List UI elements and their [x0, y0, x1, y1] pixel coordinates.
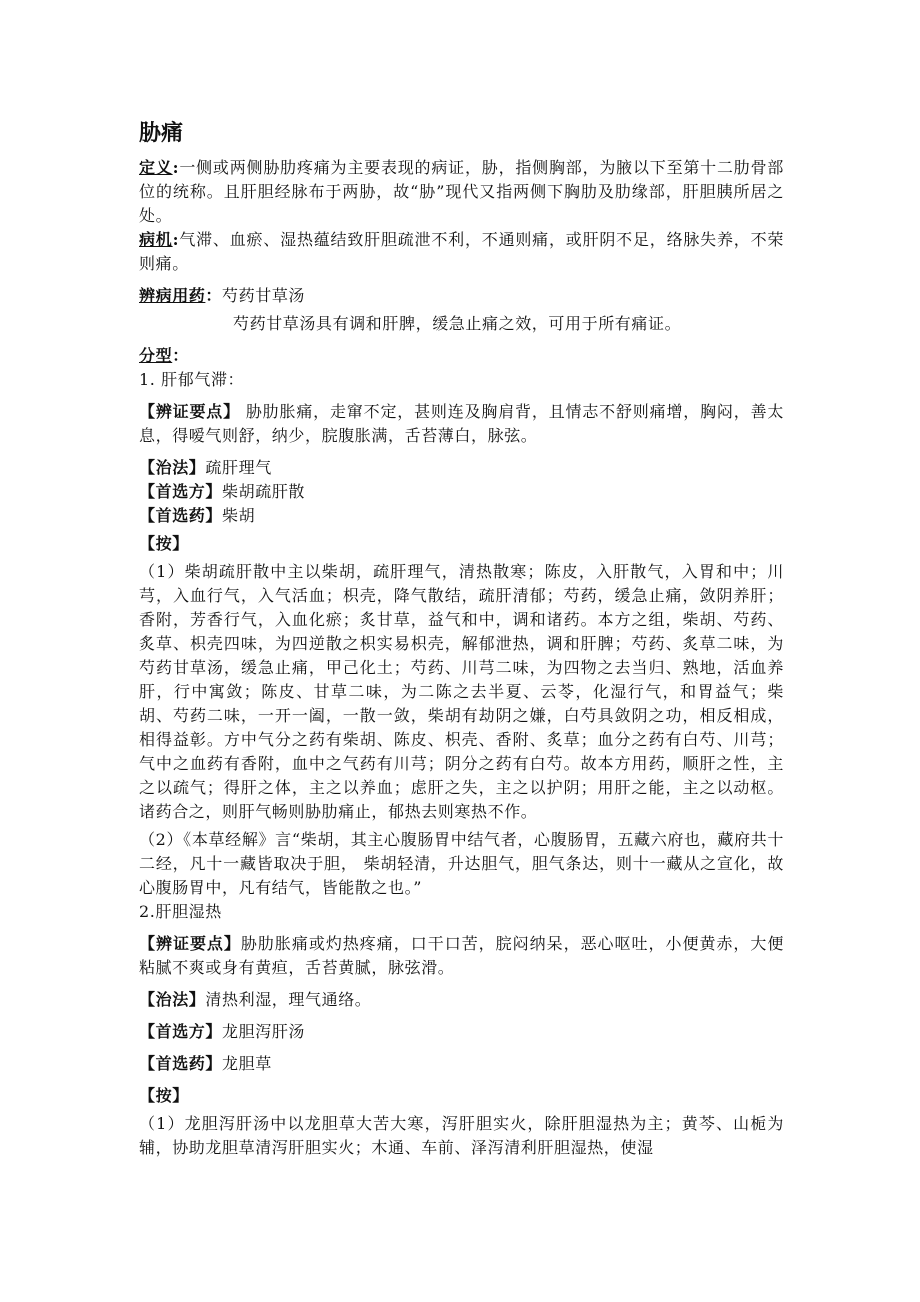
type1-key-points	[139, 400, 784, 448]
document-content	[139, 118, 784, 1160]
type1-herb: 【首选药】柴胡	[139, 506, 256, 525]
types-label: 分型	[139, 346, 173, 365]
type2-method: 【治法】清热利湿，理气通络。	[139, 990, 372, 1009]
pathogenesis-text: 气滞、血瘀、湿热蕴结致肝胆疏泄不利，不通则痛，或肝阴不足，络脉失养，不荣则痛。	[139, 230, 784, 273]
pathogenesis-label: 病机	[139, 230, 173, 249]
medication-note: 芍药甘草汤具有调和肝脾，缓急止痛之效，可用于所有痛证。	[233, 314, 682, 333]
definition-label: 定义	[139, 158, 173, 177]
type1-prescription: 【首选方】柴胡疏肝散	[139, 482, 306, 501]
medication-paragraph: 辨病用药：芍药甘草汤	[139, 286, 306, 305]
type1-note-1: （1）柴胡疏肝散中主以柴胡，疏肝理气，清热散寒；陈皮，入肝散气，入胃和中；川芎，入血行气，入气活血；枳壳，降气散结，疏肝清郁；芍药，缓急止痛，敛阴养肝；香附，芳香行气，入血化瘀；炙甘草，益气和中，调和诸药。本方之组，柴胡、芍药、炙草、枳壳四味，为四逆散之枳实易枳壳，解郁泄热，调和肝脾；芍药、炙草二味，为芍药甘草汤，缓急止痛，甲己化土；芍药、川芎二味，为四物之去当归、熟地，活血养肝，行中寓敛；陈皮、甘草二味，为二陈之去半夏、云苓，化湿行气，和胃益气；柴胡、芍药二味，一开一阖，一散一敛，柴胡有劫阴之嫌，白芍具敛阴之功，相反相成，相得益彰。方中气分之药有柴胡、陈皮、枳壳、香附、炙草；血分之药有白芍、川芎；气中之血药有香附，血中之气药有川芎；阴分之药有白芍。故本方用药，顺肝之性，主之以疏气；得肝之体，主之以养血；虑肝之失，主之以护阴；用肝之能，主之以动枢。诸药合之，则肝气畅则胁肋痛止，郁热去则寒热不作。	[139, 562, 784, 821]
types-heading: 分型：	[139, 346, 189, 365]
type1-note-2: （2）《本草经解》言“柴胡，其主心腹肠胃中结气者，心腹肠胃，五藏六府也，藏府共十二经，凡十一藏皆取决于胆， 柴胡轻清，升达胆气，胆气条达，则十一藏从之宣化，故心腹肠胃中，凡有结气，皆能散之也。”	[139, 830, 784, 897]
page-title: 胁痛	[139, 121, 184, 146]
medication-label: 辨病用药	[139, 286, 206, 305]
type2-herb: 【首选药】龙胆草	[139, 1054, 272, 1073]
type1-method: 【治法】疏肝理气	[139, 458, 272, 477]
type1-key-label: 【辨证要点】	[139, 402, 240, 421]
type1-note-label: 【按】	[139, 534, 189, 553]
type2-note-1: （1）龙胆泻肝汤中以龙胆草大苦大寒，泻肝胆实火，除肝胆湿热为主；黄芩、山栀为辅，协助龙胆草清泻肝胆实火；木通、车前、泽泻清利肝胆湿热，使湿	[139, 1114, 784, 1157]
definition-text: 一侧或两侧胁肋疼痛为主要表现的病证，胁，指侧胸部，为腋以下至第十二肋骨部位的统称。且肝胆经脉布于两胁，故“胁”现代又指两侧下胸肋及肋缘部，肝胆胰所居之处。	[139, 158, 784, 225]
medication-formula: 芍药甘草汤	[222, 286, 306, 305]
pathogenesis-paragraph: 病机:气滞、血瘀、湿热蕴结致肝胆疏泄不利，不通则痛，或肝阴不足，络脉失养，不荣则痛。	[139, 230, 784, 273]
type2-note-label: 【按】	[139, 1086, 189, 1105]
type2-heading: 2.肝胆湿热	[139, 902, 222, 921]
type1-key-text: 胁肋胀痛，走窜不定，甚则连及胸肩背，且情志不舒则痛增，胸闷，善太息，得嗳气则舒，纳少，脘腹胀满，舌苔薄白，脉弦。	[139, 402, 784, 445]
definition-paragraph: 定义:一侧或两侧胁肋疼痛为主要表现的病证，胁，指侧胸部，为腋以下至第十二肋骨部位的统称。且肝胆经脉布于两胁，故“胁”现代又指两侧下胸肋及肋缘部，肝胆胰所居之处。	[139, 158, 784, 225]
type2-key-points: 【辨证要点】胁肋胀痛或灼热疼痛，口干口苦，脘闷纳呆，恶心呕吐，小便黄赤，大便粘腻不爽或身有黄疸，舌苔黄腻，脉弦滑。	[139, 934, 784, 977]
type1-heading: 1. 肝郁气滞：	[139, 370, 245, 389]
type2-prescription: 【首选方】龙胆泻肝汤	[139, 1022, 306, 1041]
